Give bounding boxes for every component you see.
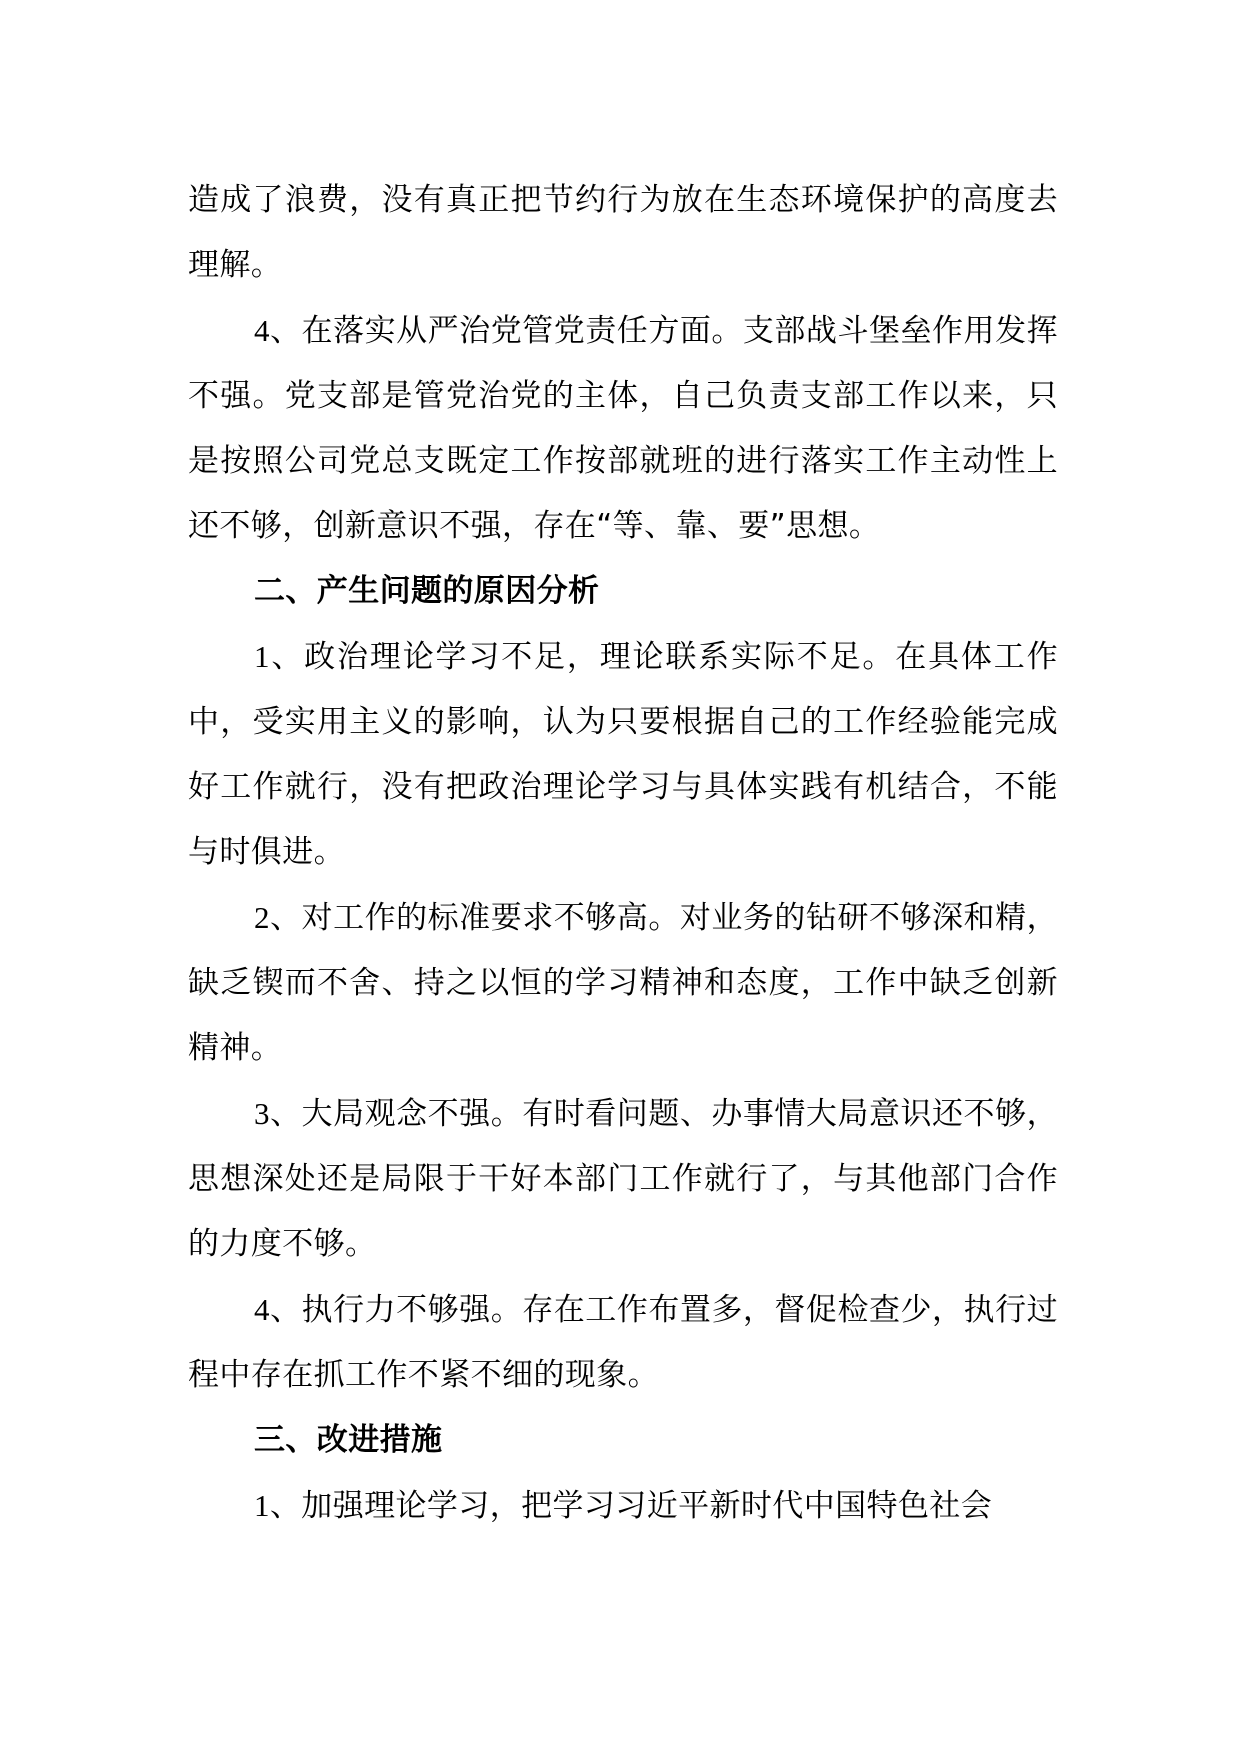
- paragraph-item-1-strengthen-study: [188, 1473, 1058, 1539]
- document-body: [188, 168, 1058, 1539]
- paragraph-item-4-execution: [188, 1277, 1058, 1408]
- paragraph-item-3-overall-view: [188, 1081, 1058, 1277]
- paragraph-number: 3: [254, 1096, 270, 1131]
- section-heading-cause-analysis: 二、产生问题的原因分析: [254, 573, 600, 609]
- paragraph-text: 、执行力不够强。存在工作布置多，督促检查少，执行过程中存在抓工作不紧不细的现象。: [188, 1292, 1058, 1393]
- paragraph-text: 、大局观念不强。有时看问题、办事情大局意识还不够，思想深处还是局限于干好本部门工作就行了，与其他部门合作的力度不够。: [188, 1096, 1058, 1262]
- paragraph-continuation: 造成了浪费，没有真正把节约行为放在生态环境保护的高度去理解。: [188, 182, 1058, 283]
- section-heading-improvement-measures: 三、改进措施: [254, 1422, 443, 1458]
- paragraph-number: 4: [254, 313, 270, 348]
- paragraph-item-1-theory-study: [188, 624, 1058, 885]
- paragraph-item-2-work-standards: [188, 885, 1058, 1081]
- paragraph-number: 2: [254, 900, 270, 935]
- paragraph-item-4-party-responsibility: [188, 298, 1058, 559]
- paragraph-text: 、对工作的标准要求不够高。对业务的钻研不够深和精，缺乏锲而不舍、持之以恒的学习精神和态度，工作中缺乏创新精神。: [188, 900, 1058, 1066]
- paragraph-number: 1: [254, 639, 270, 674]
- paragraph-text: 、在落实从严治党管党责任方面。支部战斗堡垒作用发挥不强。党支部是管党治党的主体，自己负责支部工作以来，只是按照公司党总支既定工作按部就班的进行落实工作主动性上还不够，创新意识不强，存在“等、靠、要”思想。: [188, 313, 1058, 544]
- paragraph-number: 1: [254, 1488, 270, 1523]
- paragraph-text: 、政治理论学习不足，理论联系实际不足。在具体工作中，受实用主义的影响，认为只要根据自己的工作经验能完成好工作就行，没有把政治理论学习与具体实践有机结合，不能与时俱进。: [188, 639, 1058, 870]
- paragraph-number: 4: [254, 1292, 270, 1327]
- paragraph-text: 、加强理论学习，把学习习近平新时代中国特色社会: [269, 1488, 993, 1524]
